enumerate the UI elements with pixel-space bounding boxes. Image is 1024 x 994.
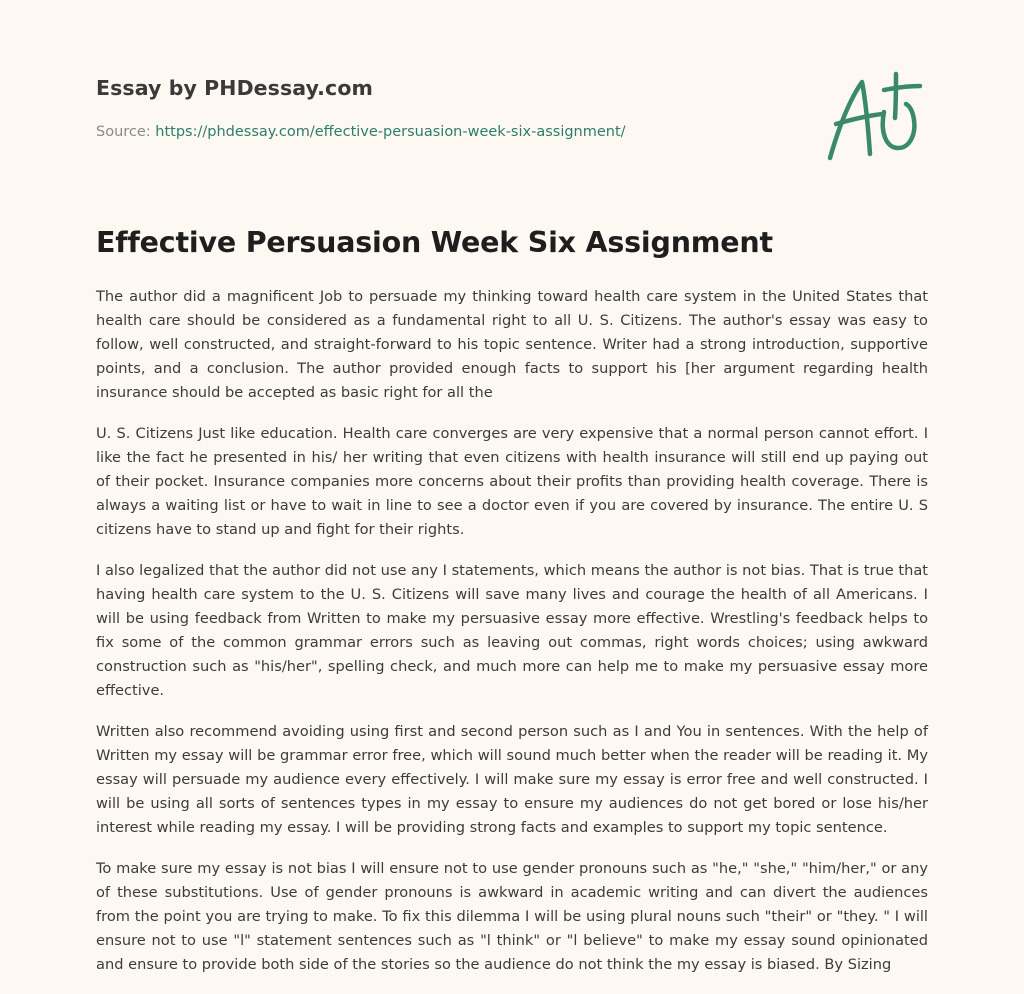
paragraph: U. S. Citizens Just like education. Health care converges are very expensive that a normal person cannot effort. I like the fact he presented in his/ her writing that even citizens with health insurance will still end up paying out of their pocket. Insurance companies more concerns about their profits than providing health coverage. There is always a waiting list or have to wait in line to see a doctor even if you are covered by insurance. The entire U. S citizens have to stand up and fight for their rights. xyxy=(96,425,928,538)
source-label: Source: xyxy=(96,124,156,140)
source-link[interactable]: https://phdessay.com/effective-persuasion-week-six-assignment/ xyxy=(155,124,626,140)
paragraph: I also legalized that the author did not use any I statements, which means the author is not bias. That is true that having health care system to the U. S. Citizens will save many lives and courage the health of all Americans. I will be using feedback from Written to make my persuasive essay more effective. Wrestling's feedback helps to fix some of the common grammar errors such as leaving out commas, right words choices; using awkward construction such as "his/her", spelling check, and much more can help me to make my persuasive essay more effective. xyxy=(96,562,928,699)
essay-title: Effective Persuasion Week Six Assignment xyxy=(96,226,773,259)
paragraph: Written also recommend avoiding using first and second person such as I and You in sentences. With the help of Written my essay will be grammar error free, which will sound much better when the reader will be reading it. My essay will persuade my audience every effectively. I will make sure my essay is error free and well constructed. I will be using all sorts of sentences types in my essay to ensure my audiences do not get bored or lose his/her interest while reading my essay. I will be providing strong facts and examples to support my topic sentence. xyxy=(96,723,928,836)
a-plus-grade-icon xyxy=(824,68,928,164)
essay-body xyxy=(96,285,928,994)
paragraph: To make sure my essay is not bias I will ensure not to use gender pronouns such as "he," "she," "him/her," or any of these substitutions. Use of gender pronouns is awkward in academic writing and can divert the audiences from the point you are trying to make. To fix this dilemma I will be using plural nouns such "their" or "they. " I will ensure not to use "l" statement sentences such as "l think" or "l believe" to make my essay sound opinionated and ensure to provide both side of the stories so the audience do not think the my essay is biased. By Sizing xyxy=(96,860,928,973)
page-header xyxy=(96,0,928,200)
source-line xyxy=(96,124,626,140)
essay-page xyxy=(96,0,928,973)
paragraph: The author did a magnificent Job to persuade my thinking toward health care system in the United States that health care should be considered as a fundamental right to all U. S. Citizens. The author's essay was easy to follow, well constructed, and straight-forward to his topic sentence. Writer had a strong introduction, supportive points, and a conclusion. The author provided enough facts to support his [her argument regarding health insurance should be accepted as basic right for all the xyxy=(96,288,928,401)
site-brand: Essay by PHDessay.com xyxy=(96,76,373,100)
